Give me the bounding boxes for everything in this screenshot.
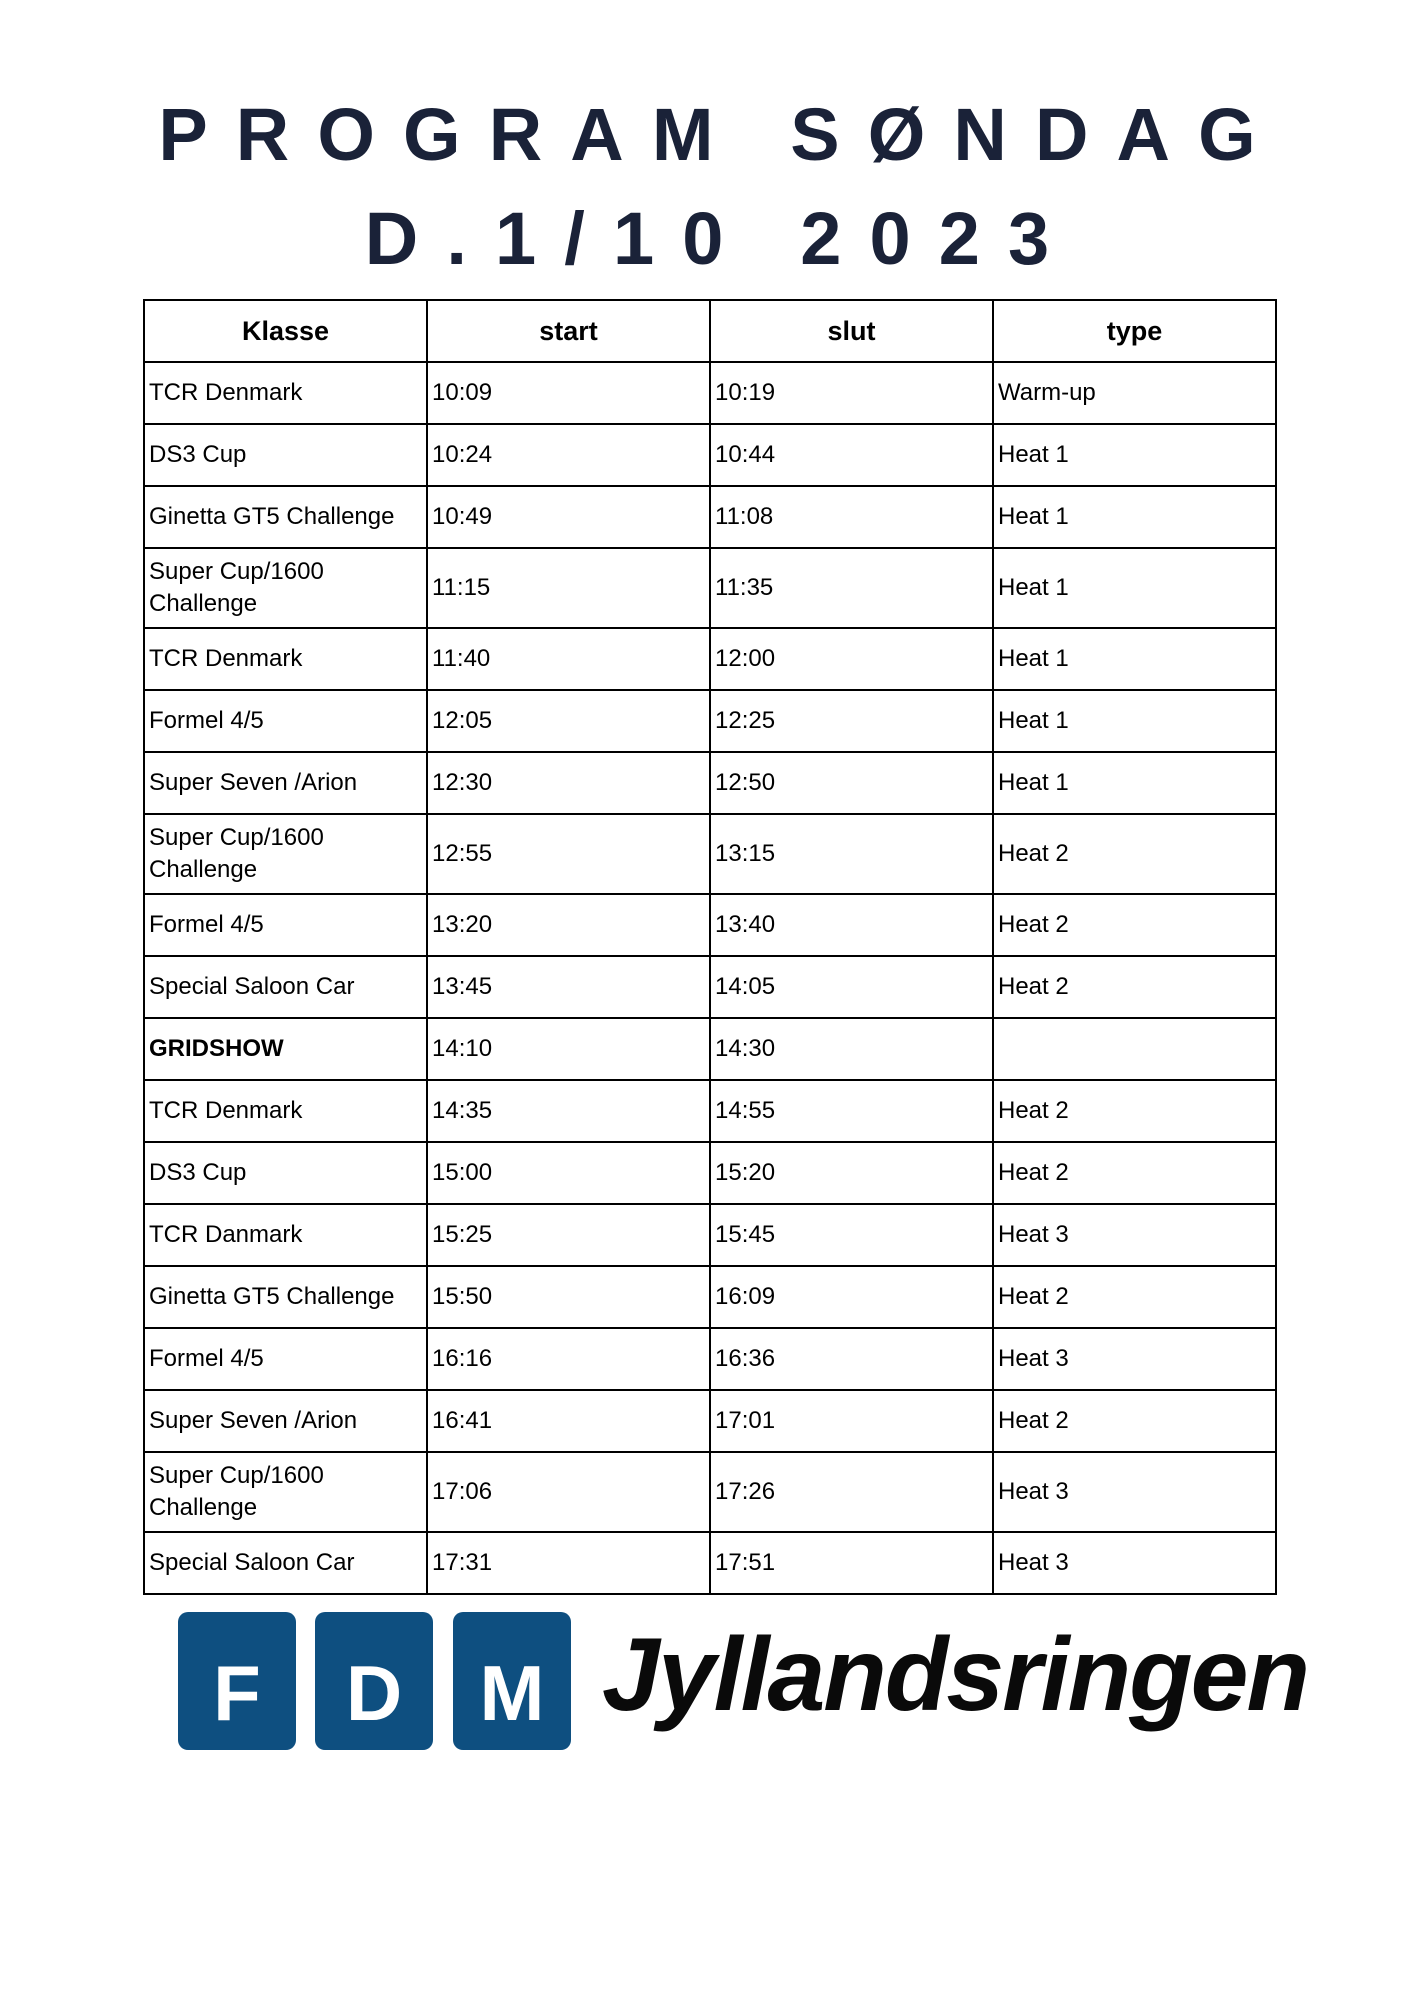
page-title: PROGRAM SØNDAG [158,93,1284,176]
column-header-start: start [427,300,710,362]
cell-start: 16:16 [427,1328,710,1390]
cell-klasse: Formel 4/5 [144,894,427,956]
cell-klasse: Special Saloon Car [144,956,427,1018]
cell-start: 10:24 [427,424,710,486]
cell-klasse: Super Cup/1600 Challenge [144,1452,427,1532]
cell-start: 14:10 [427,1018,710,1080]
table-row [144,1018,1276,1080]
cell-slut: 15:20 [710,1142,993,1204]
cell-type: Heat 2 [993,1080,1276,1142]
table-row [144,486,1276,548]
cell-type: Heat 1 [993,486,1276,548]
cell-type: Heat 1 [993,628,1276,690]
table-row [144,424,1276,486]
cell-klasse: Formel 4/5 [144,690,427,752]
cell-type: Heat 2 [993,894,1276,956]
cell-type: Heat 1 [993,424,1276,486]
cell-start: 15:00 [427,1142,710,1204]
cell-slut: 10:44 [710,424,993,486]
table-row [144,1080,1276,1142]
cell-klasse: DS3 Cup [144,1142,427,1204]
cell-slut: 11:08 [710,486,993,548]
page-subtitle-date: D.1/10 2023 [364,197,1078,280]
cell-start: 15:25 [427,1204,710,1266]
table-row [144,1452,1276,1532]
cell-klasse: TCR Danmark [144,1204,427,1266]
logo-letter-m: M [453,1612,571,1750]
cell-slut: 14:05 [710,956,993,1018]
cell-type: Heat 1 [993,690,1276,752]
column-header-type: type [993,300,1276,362]
cell-type: Heat 2 [993,814,1276,894]
cell-start: 11:15 [427,548,710,628]
cell-type: Heat 2 [993,1390,1276,1452]
cell-slut: 17:01 [710,1390,993,1452]
table-row [144,752,1276,814]
logo-wordmark: Jyllandsringen [602,1617,1308,1733]
table-row [144,1328,1276,1390]
cell-klasse: Super Seven /Arion [144,1390,427,1452]
table-header-row [144,300,1276,362]
cell-start: 10:49 [427,486,710,548]
cell-klasse: TCR Denmark [144,1080,427,1142]
cell-type: Heat 2 [993,1142,1276,1204]
cell-slut: 13:15 [710,814,993,894]
table-row [144,362,1276,424]
cell-start: 14:35 [427,1080,710,1142]
cell-start: 12:30 [427,752,710,814]
column-header-klasse: Klasse [144,300,427,362]
cell-klasse: TCR Denmark [144,628,427,690]
cell-type: Heat 3 [993,1328,1276,1390]
cell-slut: 11:35 [710,548,993,628]
cell-type: Heat 1 [993,752,1276,814]
table-row [144,1204,1276,1266]
cell-start: 16:41 [427,1390,710,1452]
cell-type: Heat 3 [993,1204,1276,1266]
cell-type: Warm-up [993,362,1276,424]
cell-start: 12:55 [427,814,710,894]
logo-letter-d: D [315,1612,433,1750]
cell-slut: 12:00 [710,628,993,690]
cell-slut: 14:30 [710,1018,993,1080]
cell-start: 17:31 [427,1532,710,1594]
cell-type: Heat 2 [993,1266,1276,1328]
cell-slut: 14:55 [710,1080,993,1142]
fdm-jyllandsringen-logo [178,1612,1308,1752]
cell-type: Heat 1 [993,548,1276,628]
cell-klasse: Special Saloon Car [144,1532,427,1594]
logo-letter-f: F [178,1612,296,1750]
cell-slut: 17:51 [710,1532,993,1594]
table-row [144,628,1276,690]
table-row [144,1390,1276,1452]
cell-start: 17:06 [427,1452,710,1532]
cell-klasse: Super Cup/1600 Challenge [144,548,427,628]
cell-klasse: TCR Denmark [144,362,427,424]
cell-slut: 15:45 [710,1204,993,1266]
cell-start: 11:40 [427,628,710,690]
cell-slut: 13:40 [710,894,993,956]
cell-start: 15:50 [427,1266,710,1328]
cell-type: Heat 2 [993,956,1276,1018]
cell-start: 12:05 [427,690,710,752]
cell-slut: 12:50 [710,752,993,814]
cell-klasse: Super Seven /Arion [144,752,427,814]
cell-type [993,1018,1276,1080]
table-row [144,1532,1276,1594]
schedule-table [143,299,1277,1595]
cell-klasse: GRIDSHOW [144,1018,427,1080]
cell-start: 10:09 [427,362,710,424]
cell-start: 13:45 [427,956,710,1018]
cell-slut: 16:09 [710,1266,993,1328]
cell-klasse: Ginetta GT5 Challenge [144,1266,427,1328]
cell-type: Heat 3 [993,1452,1276,1532]
table-row [144,956,1276,1018]
cell-slut: 16:36 [710,1328,993,1390]
table-row [144,1266,1276,1328]
cell-klasse: Ginetta GT5 Challenge [144,486,427,548]
table-row [144,894,1276,956]
cell-start: 13:20 [427,894,710,956]
table-row [144,814,1276,894]
schedule-body [144,362,1276,1594]
table-row [144,1142,1276,1204]
cell-type: Heat 3 [993,1532,1276,1594]
cell-klasse: Formel 4/5 [144,1328,427,1390]
column-header-slut: slut [710,300,993,362]
table-row [144,690,1276,752]
cell-slut: 10:19 [710,362,993,424]
cell-klasse: Super Cup/1600 Challenge [144,814,427,894]
cell-klasse: DS3 Cup [144,424,427,486]
cell-slut: 17:26 [710,1452,993,1532]
table-row [144,548,1276,628]
cell-slut: 12:25 [710,690,993,752]
